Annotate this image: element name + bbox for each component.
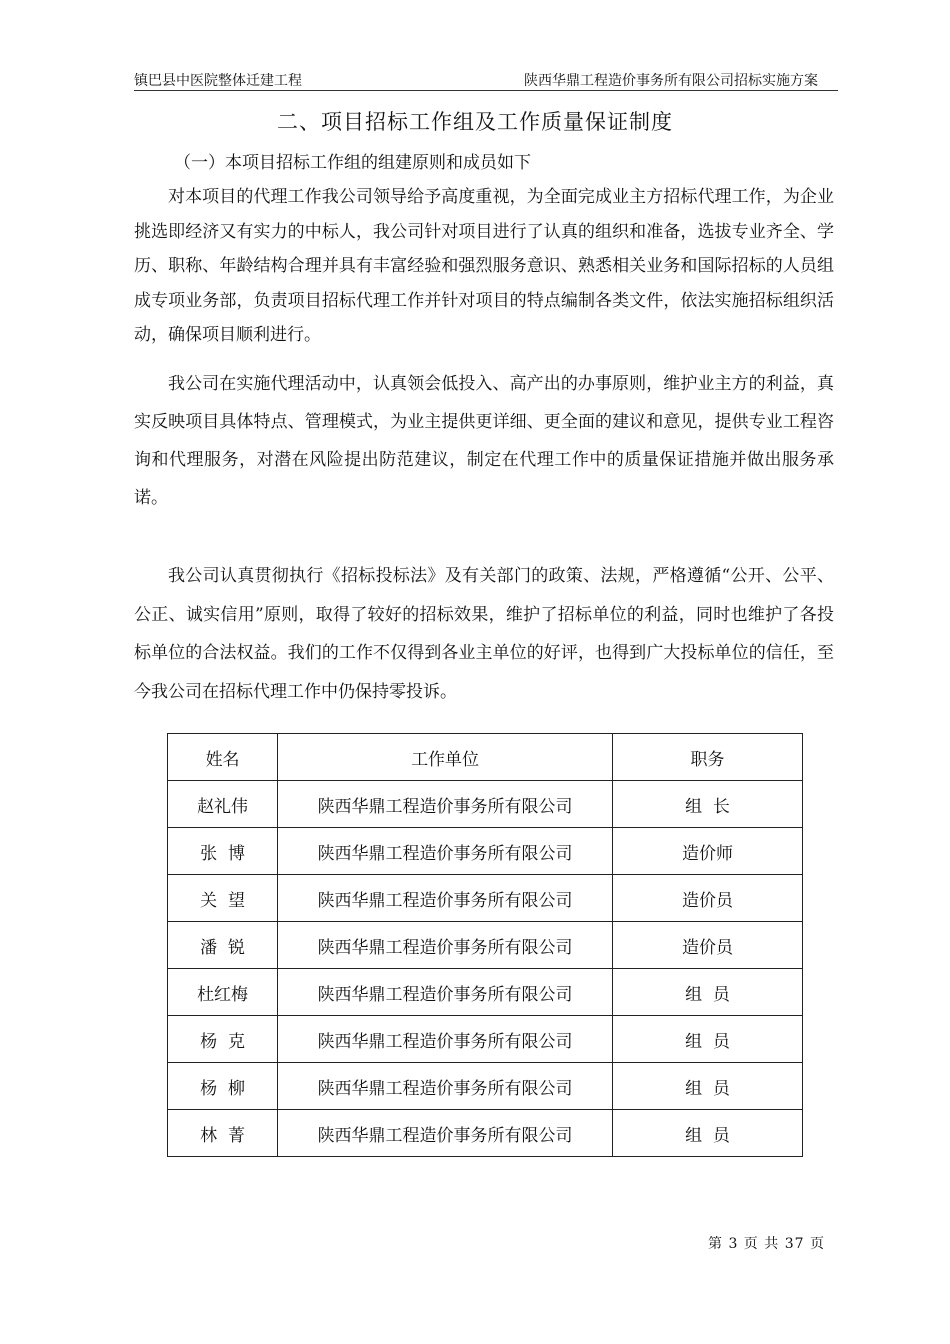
- member-name: 杜红梅: [168, 969, 278, 1016]
- header-position: 职务: [612, 734, 802, 781]
- table-row: [168, 1110, 803, 1157]
- header-name: 姓名: [168, 734, 278, 781]
- member-name: 潘 锐: [168, 922, 278, 969]
- table-row: [168, 828, 803, 875]
- member-position: 组 员: [612, 1016, 802, 1063]
- member-position: 组 员: [612, 969, 802, 1016]
- subheading: （一）本项目招标工作组的组建原则和成员如下: [174, 153, 531, 173]
- member-position: 造价员: [612, 922, 802, 969]
- member-name: 杨 克: [168, 1016, 278, 1063]
- member-unit: 陕西华鼎工程造价事务所有限公司: [278, 969, 613, 1016]
- member-position: 组 长: [612, 781, 802, 828]
- member-position: 组 员: [612, 1110, 802, 1157]
- header-document-title: 陕西华鼎工程造价事务所有限公司招标实施方案: [524, 73, 818, 89]
- table-header-row: [168, 734, 803, 781]
- member-unit: 陕西华鼎工程造价事务所有限公司: [278, 922, 613, 969]
- member-unit: 陕西华鼎工程造价事务所有限公司: [278, 828, 613, 875]
- member-position: 组 员: [612, 1063, 802, 1110]
- paragraph-2: 我公司在实施代理活动中，认真领会低投入、高产出的办事原则，维护业主方的利益，真实反映项目具体特点、管理模式，为业主提供更详细、更全面的建议和意见，提供专业工程咨询和代理服务，对潜在风险提出防范建议，制定在代理工作中的质量保证措施并做出服务承诺。: [134, 374, 834, 508]
- member-position: 造价员: [612, 875, 802, 922]
- table-row: [168, 1016, 803, 1063]
- header-project-name: 镇巴县中医院整体迁建工程: [134, 73, 302, 89]
- member-unit: 陕西华鼎工程造价事务所有限公司: [278, 875, 613, 922]
- member-unit: 陕西华鼎工程造价事务所有限公司: [278, 781, 613, 828]
- table-row: [168, 969, 803, 1016]
- table-row: [168, 875, 803, 922]
- member-name: 关 望: [168, 875, 278, 922]
- page-header: [134, 68, 838, 91]
- page-number: 第 3 页 共 37 页: [708, 1236, 825, 1252]
- member-name: 林 菁: [168, 1110, 278, 1157]
- table-row: [168, 1063, 803, 1110]
- header-work-unit: 工作单位: [278, 734, 613, 781]
- member-name: 赵礼伟: [168, 781, 278, 828]
- paragraph-1: 对本项目的代理工作我公司领导给予高度重视，为全面完成业主方招标代理工作，为企业挑选即经济又有实力的中标人，我公司针对项目进行了认真的组织和准备，选拔专业齐全、学历、职称、年龄结构合理并具有丰富经验和强烈服务意识、熟悉相关业务和国际招标的人员组成专项业务部，负责项目招标代理工作并针对项目的特点编制各类文件，依法实施招标组织活动，确保项目顺利进行。: [134, 187, 834, 345]
- table-row: [168, 781, 803, 828]
- member-unit: 陕西华鼎工程造价事务所有限公司: [278, 1016, 613, 1063]
- member-unit: 陕西华鼎工程造价事务所有限公司: [278, 1110, 613, 1157]
- table-row: [168, 922, 803, 969]
- member-position: 造价师: [612, 828, 802, 875]
- member-name: 张 博: [168, 828, 278, 875]
- team-members-table: [167, 733, 803, 1157]
- paragraph-3: 我公司认真贯彻执行《招标投标法》及有关部门的政策、法规，严格遵循“公开、公平、公正、诚实信用”原则，取得了较好的招标效果，维护了招标单位的利益，同时也维护了各投标单位的合法权益。我们的工作不仅得到各业主单位的好评，也得到广大投标单位的信任，至今我公司在招标代理工作中仍保持零投诉。: [134, 566, 834, 702]
- member-unit: 陕西华鼎工程造价事务所有限公司: [278, 1063, 613, 1110]
- member-name: 杨 柳: [168, 1063, 278, 1110]
- section-title: 二、项目招标工作组及工作质量保证制度: [277, 110, 673, 134]
